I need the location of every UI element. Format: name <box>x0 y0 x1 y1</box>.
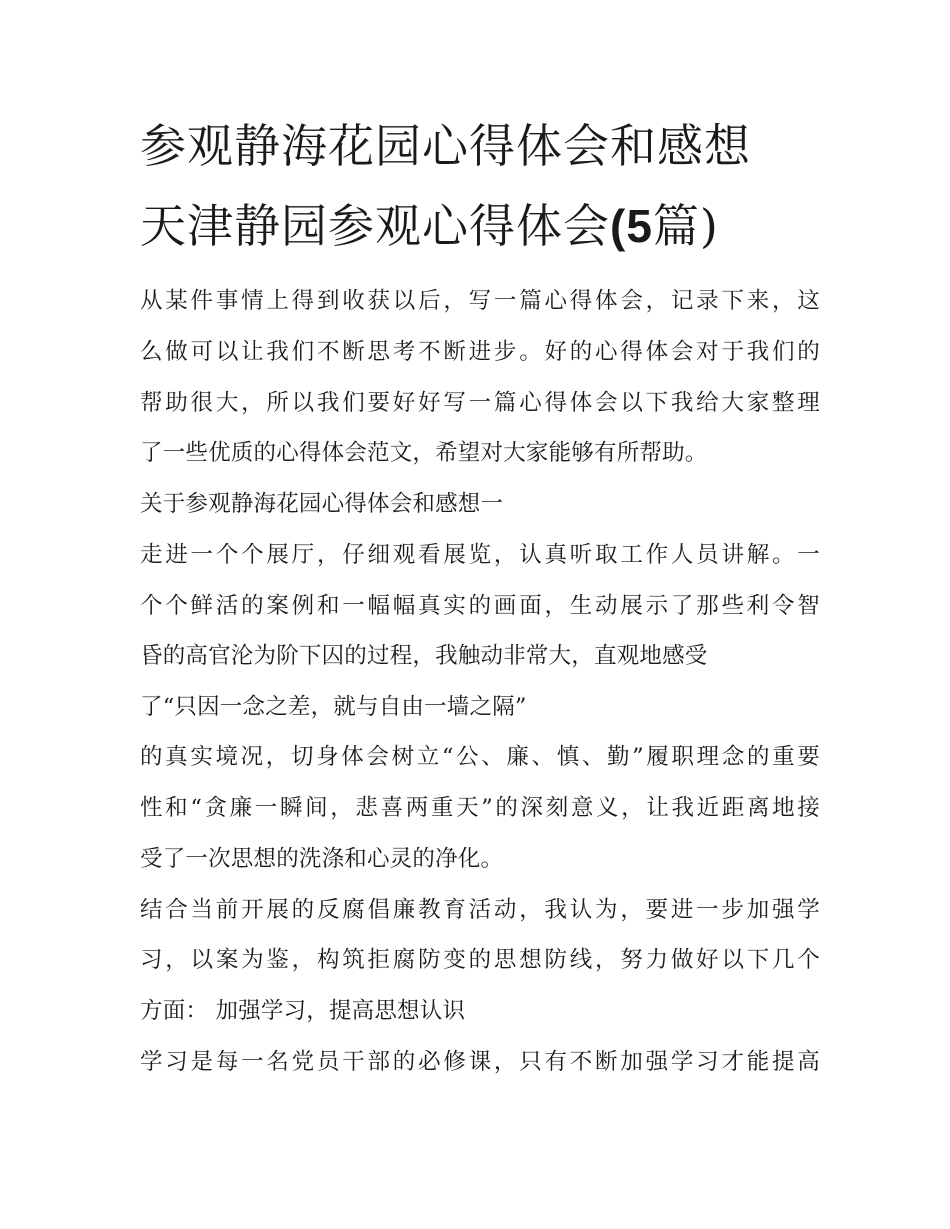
body-line: 了一些优质的心得体会范文，希望对大家能够有所帮助。 <box>140 440 708 466</box>
body-line: 帮助很大，所以我们要好好写一篇心得体会以下我给大家整理 <box>140 390 820 416</box>
section-heading: 关于参观静海花园心得体会和感想一 <box>140 491 504 517</box>
title-text-2-post: 篇) <box>652 199 719 253</box>
body-line: 结合当前开展的反腐倡廉教育活动，我认为，要进一步加强学 <box>140 897 820 923</box>
title-text-2-pre: 天津静园参观心得体会 <box>140 199 610 253</box>
body-line: 么做可以让我们不断思考不断进步。好的心得体会对于我们的 <box>140 339 820 365</box>
title-text-2-num: (5 <box>610 200 653 252</box>
body-line: 学习是每一名党员干部的必修课，只有不断加强学习才能提高 <box>140 1049 820 1075</box>
body-line: 方面： 加强学习，提高思想认识 <box>140 998 466 1024</box>
body-line: 受了一次思想的洗涤和心灵的净化。 <box>140 846 504 872</box>
body-line: 从某件事情上得到收获以后，写一篇心得体会，记录下来，这 <box>140 288 820 314</box>
body-line: 走进一个个展厅，仔细观看展览，认真听取工作人员讲解。一 <box>140 542 820 568</box>
body-line: 昏的高官沦为阶下囚的过程，我触动非常大，直观地感受 <box>140 643 708 669</box>
document-title-line-2 <box>140 186 830 266</box>
body-line: 习，以案为鉴，构筑拒腐防变的思想防线，努力做好以下几个 <box>140 947 820 973</box>
document-title-line-1 <box>140 106 830 186</box>
title-text-1: 参观静海花园心得体会和感想 <box>140 119 751 173</box>
body-line: 个个鲜活的案例和一幅幅真实的画面，生动展示了那些利令智 <box>140 593 820 619</box>
body-line: 的真实境况，切身体会树立“公、廉、慎、勤”履职理念的重要 <box>140 744 820 770</box>
body-line: 了“只因一念之差，就与自由一墙之隔” <box>140 694 527 720</box>
body-line: 性和“贪廉一瞬间，悲喜两重天”的深刻意义，让我近距离地接 <box>140 795 820 821</box>
